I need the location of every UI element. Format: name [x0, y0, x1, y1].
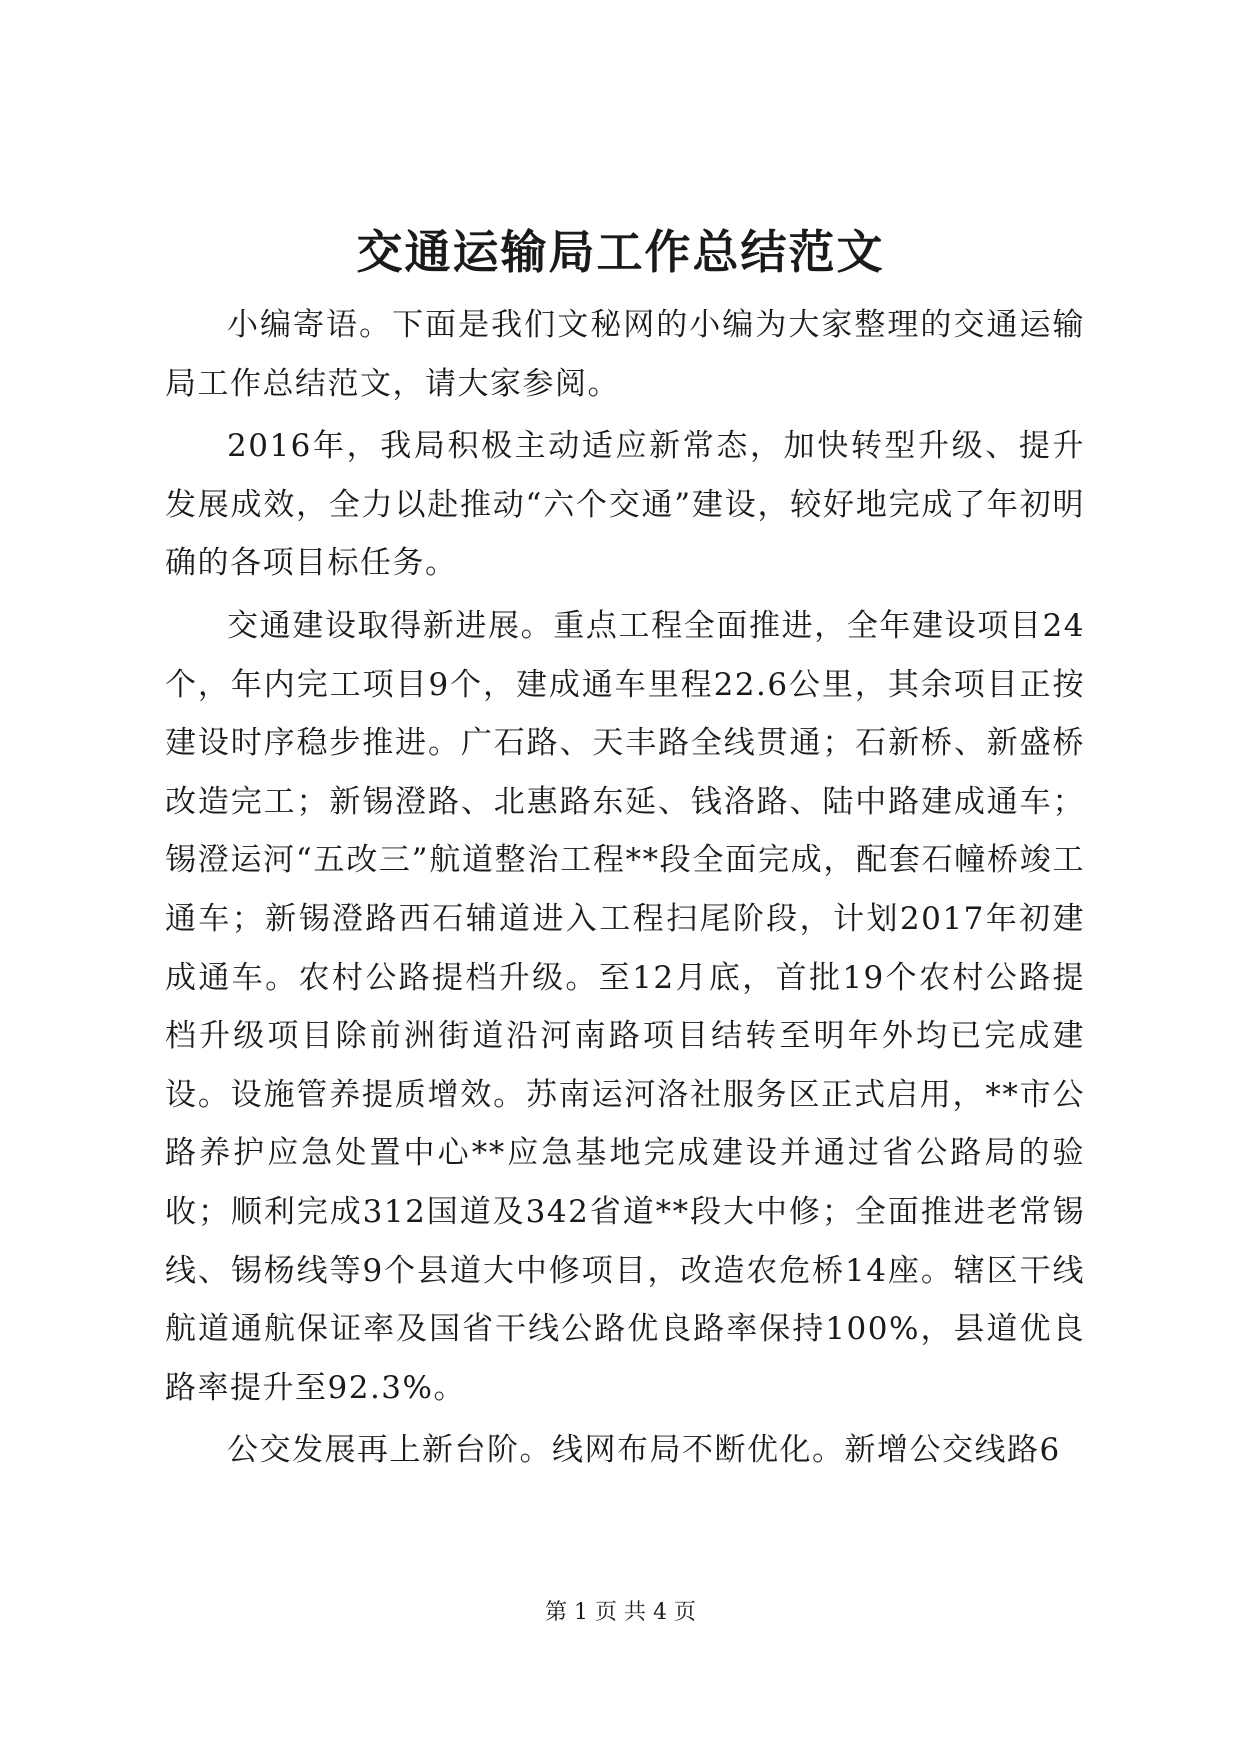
paragraph-public-transit: 公交发展再上新台阶。线网布局不断优化。新增公交线路6 — [227, 1432, 1061, 1469]
document-body — [165, 296, 1085, 1484]
page-footer: 第 1 页 共 4 页 — [545, 1600, 696, 1625]
paragraph-intro: 小编寄语。下面是我们文秘网的小编为大家整理的交通运输局工作总结范文，请大家参阅。 — [165, 307, 1085, 402]
paragraph-overview: 2016年，我局积极主动适应新常态，加快转型升级、提升发展成效，全力以赴推动“六个交通”建设，较好地完成了年初明确的各项目标任务。 — [165, 428, 1085, 582]
paragraph-transport-construction: 交通建设取得新进展。重点工程全面推进，全年建设项目24个，年内完工项目9个，建成通车里程22.6公里，其余项目正按建设时序稳步推进。广石路、天丰路全线贯通；石新桥、新盛桥改造完工；新锡澄路、北惠路东延、钱洛路、陆中路建成通车；锡澄运河“五改三”航道整治工程**段全面完成，配套石幢桥竣工通车；新锡澄路西石辅道进入工程扫尾阶段，计划2017年初建成通车。农村公路提档升级。至12月底，首批19个农村公路提档升级项目除前洲街道沿河南路项目结转至明年外均已完成建设。设施管养提质增效。苏南运河洛社服务区正式启用，**市公路养护应急处置中心**应急基地完成建设并通过省公路局的验收；顺利完成312国道及342省道**段大中修；全面推进老常锡线、锡杨线等9个县道大中修项目，改造农危桥14座。辖区干线航道通航保证率及国省干线公路优良路率保持100%，县道优良路率提升至92.3%。 — [165, 607, 1085, 1406]
page-title: 交通运输局工作总结范文 — [356, 225, 885, 279]
